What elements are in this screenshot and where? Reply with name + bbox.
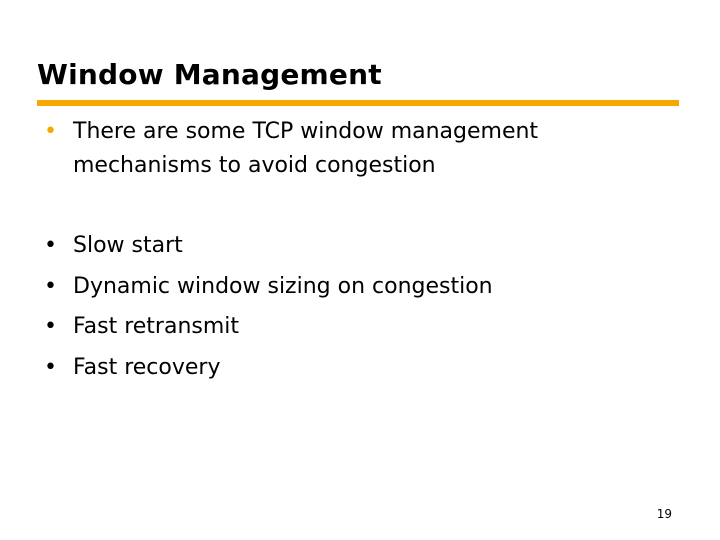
bullet-text: Fast recovery [73,354,221,380]
bullet-text: Slow start [73,233,183,258]
intro-line-1: There are some TCP window management [73,119,539,144]
bullet-marker: • [44,233,57,258]
bullet-marker: • [44,119,57,144]
slide-title: Window Management [37,58,382,91]
bullet-text: Fast retransmit [73,314,240,339]
bullet-marker: • [44,273,57,299]
bullet-item-dynamic-window-sizing [44,267,493,308]
bullet-item-slow-start [44,226,493,267]
intro-bullet-list [44,115,538,183]
mechanism-bullet-list [44,226,493,388]
bullet-marker: • [44,314,57,339]
bullet-marker: • [44,354,57,380]
bullet-item-fast-retransmit [44,307,493,348]
bullet-item-fast-recovery [44,348,493,389]
bullet-text: Dynamic window sizing on congestion [73,273,493,299]
title-underline [37,100,679,106]
page-number: 19 [656,507,672,521]
intro-bullet-item [44,115,538,183]
intro-line-2: mechanisms to avoid congestion [73,153,436,178]
